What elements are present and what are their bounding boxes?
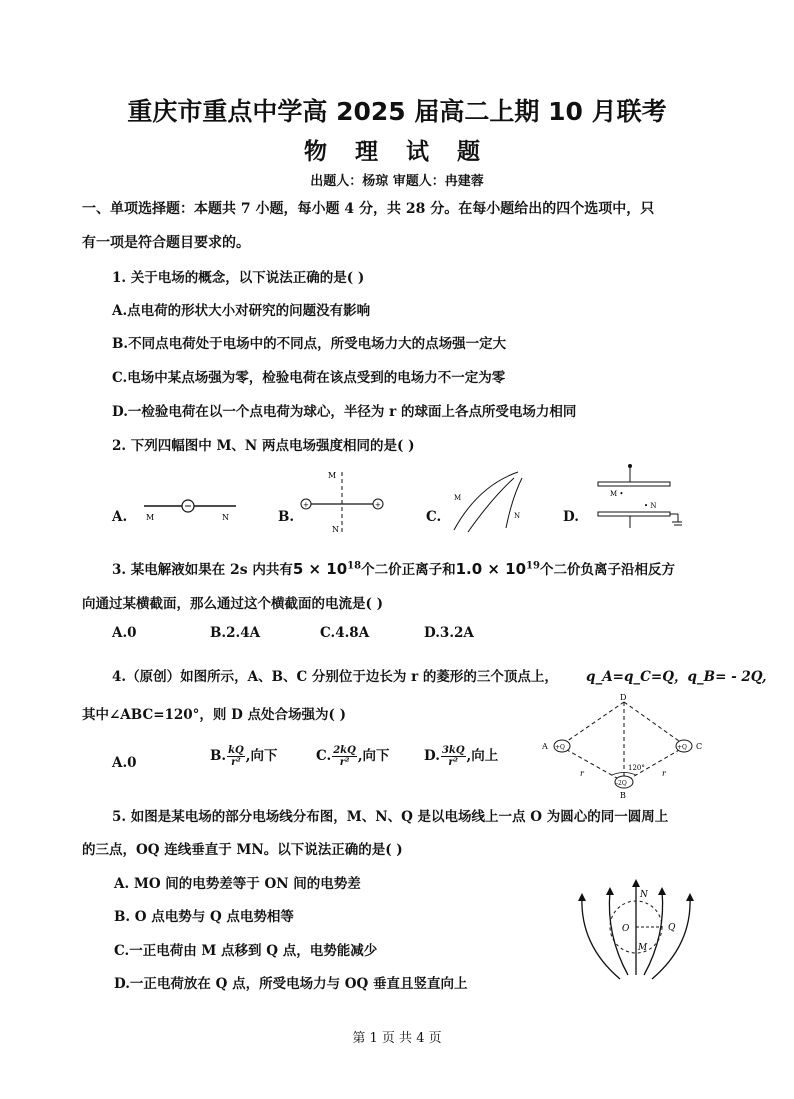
svg-text:N: N xyxy=(332,525,339,534)
q5-field-figure xyxy=(570,875,700,985)
svg-text:120°: 120° xyxy=(628,764,645,772)
q2-label-b: B. xyxy=(278,509,295,525)
q1-option-b: B.不同点电荷处于电场中的不同点，所受电场力大的点场强一定大 xyxy=(112,336,507,352)
q2-figure-a xyxy=(140,492,240,522)
q3-stem: 3. 某电解液如果在 2s 内共有$5 \times 10^{18}$个二价正离子和$1.0 \times 10^{19}$个二价负离子沿相反方 xyxy=(112,560,675,578)
q4-rhombus-figure xyxy=(538,692,718,802)
q4-option-b: B. $\frac{kQ}{\text{r²}}$ ,向下 xyxy=(210,745,278,768)
section-heading: 一、单项选择题：本题共 7 小题，每小题 4 分，共 28 分。在每小题给出的四个选项中，只 xyxy=(82,201,655,217)
svg-text:+Q: +Q xyxy=(555,744,565,751)
svg-text:+: + xyxy=(375,501,381,509)
svg-text:C: C xyxy=(696,742,703,751)
svg-text:Q: Q xyxy=(668,923,676,933)
svg-text:M: M xyxy=(146,513,155,522)
svg-text:M: M xyxy=(328,471,337,480)
q1-stem: 1. 关于电场的概念，以下说法正确的是( ) xyxy=(112,270,365,286)
q5-option-b: B. O 点电势与 Q 点电势相等 xyxy=(114,909,294,925)
q5-stem: 5. 如图是某电场的部分电场线分布图，M、N、Q 是以电场线上一点 O 为圆心的同一圆周上 xyxy=(112,809,669,825)
q4-option-d: D. $\frac{3kQ}{\text{r²}}$ ,向上 xyxy=(424,745,499,768)
svg-text:+Q: +Q xyxy=(677,744,687,751)
q3-option-a: A.0 xyxy=(112,625,137,641)
q5-option-d: D.一正电荷放在 Q 点，所受电场力与 OQ 垂直且竖直向上 xyxy=(114,976,468,992)
page-title: 重庆市重点中学高 2025 届高二上期 10 月联考 xyxy=(127,97,667,126)
page-footer: 第 1 页 共 4 页 xyxy=(352,1031,442,1046)
q4-option-a: A.0 xyxy=(112,755,137,771)
q4-stem: 4.（原创）如图所示，A、B、C 分别位于边长为 r 的菱形的三个顶点上， xyxy=(112,669,558,685)
q2-label-a: A. xyxy=(112,509,128,525)
q1-option-a: A.点电荷的形状大小对研究的问题没有影响 xyxy=(112,303,371,319)
section-heading-cont: 有一项是符合题目要求的。 xyxy=(82,235,250,251)
svg-text:M •: M • xyxy=(610,490,624,498)
svg-text:D: D xyxy=(620,693,627,702)
svg-text:r: r xyxy=(580,769,584,778)
svg-text:N: N xyxy=(514,512,521,520)
q3-option-d: D.3.2A xyxy=(424,625,474,641)
q5-option-a: A. MO 间的电势差等于 ON 间的电势差 xyxy=(114,876,361,892)
q5-option-c: C.一正电荷由 M 点移到 Q 点，电势能减少 xyxy=(114,943,378,959)
svg-text:-2Q: -2Q xyxy=(616,780,627,787)
svg-text:+: + xyxy=(303,501,309,509)
q3-option-c: C.4.8A xyxy=(320,625,370,641)
svg-text:• N: • N xyxy=(644,502,657,510)
svg-text:N: N xyxy=(222,513,229,522)
q3-option-b: B.2.4A xyxy=(210,625,261,641)
authors-line: 出题人：杨琼 审题人：冉建蓉 xyxy=(310,174,484,189)
svg-text:B: B xyxy=(620,791,626,800)
svg-text:r: r xyxy=(662,769,666,778)
svg-text:N: N xyxy=(640,890,648,900)
q3-time: 2s xyxy=(230,562,248,578)
q2-figure-c xyxy=(448,468,528,534)
q2-figure-b xyxy=(296,466,388,536)
q4-stem-cont: 其中∠ABC=120°，则 D 点处合场强为( ) xyxy=(82,707,347,723)
q1-option-d: D.一检验电荷在以一个点电荷为球心，半径为 r 的球面上各点所受电场力相同 xyxy=(112,404,577,420)
q2-figure-d xyxy=(592,462,682,534)
page-subtitle: 物 理 试 题 xyxy=(303,139,491,165)
svg-text:A: A xyxy=(542,742,548,751)
svg-text:M: M xyxy=(454,494,462,502)
svg-text:O: O xyxy=(622,924,630,934)
q4-charges: q_A=q_C=Q，q_B= - 2Q, xyxy=(586,669,767,685)
svg-text:M: M xyxy=(638,943,648,953)
q4-option-c: C. $\frac{2kQ}{\text{r²}}$ ,向下 xyxy=(316,745,390,768)
q1-option-c: C.电场中某点场强为零，检验电荷在该点受到的电场力不一定为零 xyxy=(112,370,506,386)
q2-label-d: D. xyxy=(563,509,579,525)
q5-stem-cont: 的三点，OQ 连线垂直于 MN。以下说法正确的是( ) xyxy=(82,842,403,858)
q2-stem: 2. 下列四幅图中 M、N 两点电场强度相同的是( ) xyxy=(112,438,415,454)
q2-label-c: C. xyxy=(426,509,442,525)
q3-stem-cont: 向通过某横截面，那么通过这个横截面的电流是( ) xyxy=(82,596,383,612)
